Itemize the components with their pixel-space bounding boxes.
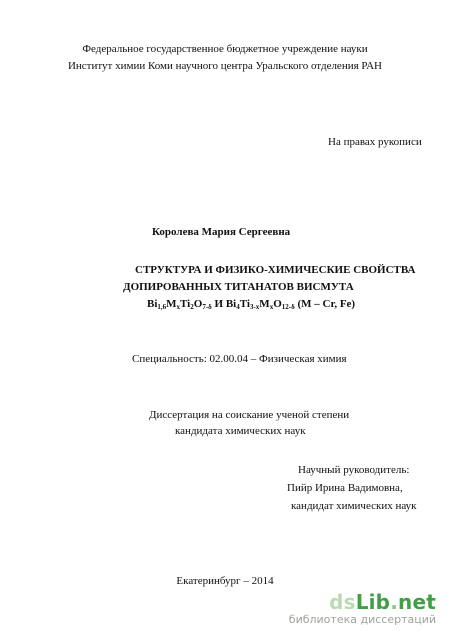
watermark xyxy=(289,591,436,626)
city-year: Екатеринбург – 2014 xyxy=(176,575,274,587)
supervisor-degree: кандидат химических наук xyxy=(291,500,417,512)
title-line-1: СТРУКТУРА И ФИЗИКО-ХИМИЧЕСКИЕ СВОЙСТВА xyxy=(135,264,416,276)
institution-line-2: Институт химии Коми научного центра Уральского отделения РАН xyxy=(67,60,383,72)
watermark-subtitle: библиотека диссертаций xyxy=(288,613,436,626)
title-formula: $Bi_{1,6}M_xTi_2O_{7-\delta}$ И $Bi_4Ti_{3-x}M_xO_{12-\delta}$ (M – Cr, Fe) xyxy=(147,298,356,311)
supervisor-label: Научный руководитель: xyxy=(298,464,410,476)
dissertation-line-1: Диссертация на соискание ученой степени xyxy=(149,409,350,421)
author-name: Королева Мария Сергеевна xyxy=(152,226,291,238)
watermark-logo: dsLib.net xyxy=(329,590,436,614)
rights-note: На правах рукописи xyxy=(328,136,422,148)
supervisor-name: Пийр Ирина Вадимовна, xyxy=(287,482,403,494)
specialty: Специальность: 02.00.04 – Физическая химия xyxy=(132,353,347,365)
institution-line-1: Федеральное государственное бюджетное учреждение науки xyxy=(82,43,368,55)
dissertation-line-2: кандидата химических наук xyxy=(175,425,306,437)
title-line-2: ДОПИРОВАННЫХ ТИТАНАТОВ ВИСМУТА xyxy=(123,281,354,293)
